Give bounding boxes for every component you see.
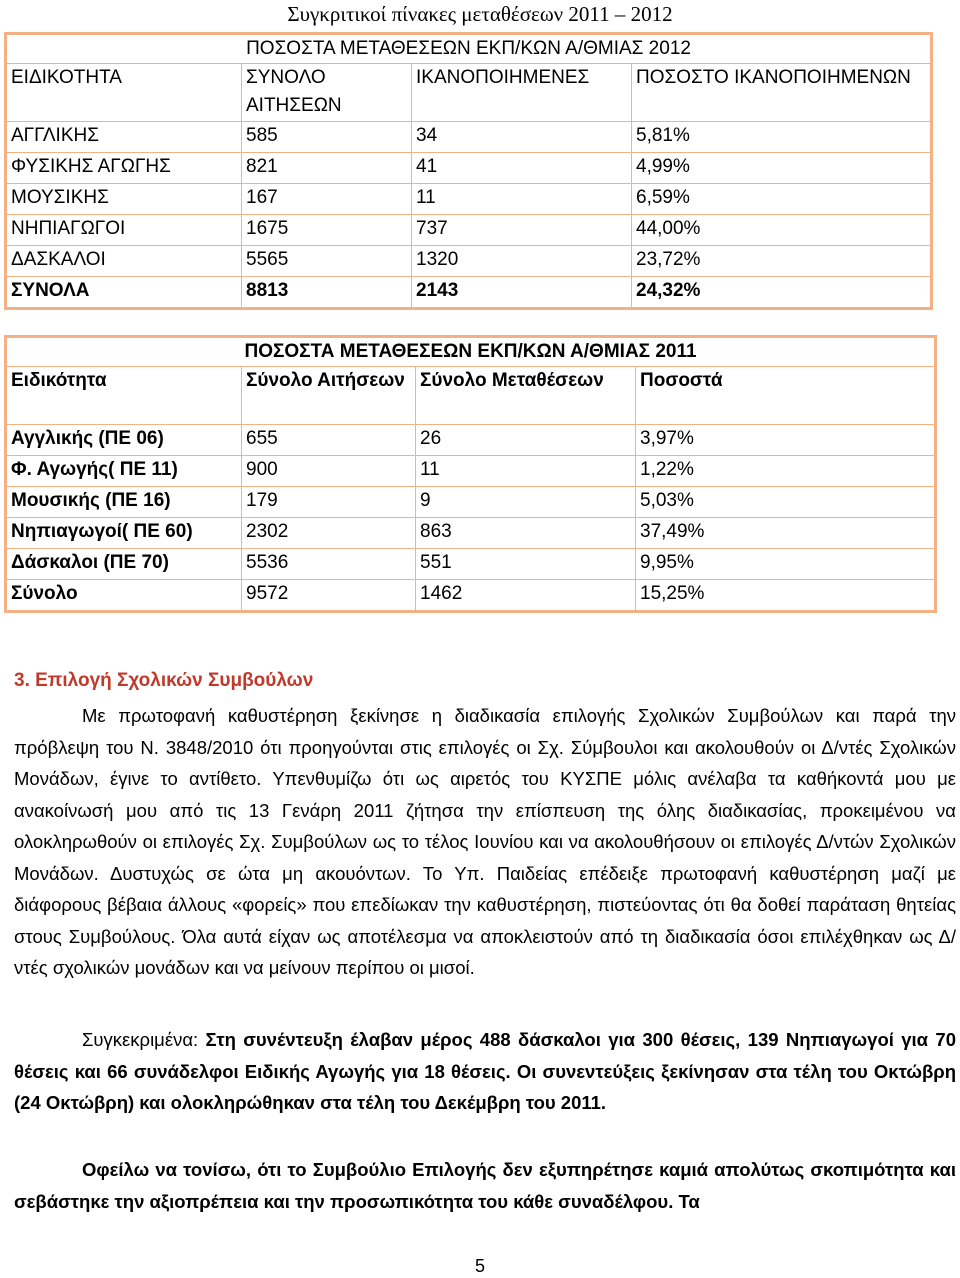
cell: Δάσκαλοι (ΠΕ 70) [6,549,242,580]
cell: ΝΗΠΙΑΓΩΓΟΙ [6,215,242,246]
cell: Μουσικής (ΠΕ 16) [6,487,242,518]
paragraph-bold-text: Στη συνέντευξη έλαβαν μέρος 488 δάσκαλοι για 300 θέσεις, 139 Νηπιαγωγοί για 70 θέσεις και 66 συνάδελφοι Ειδικής Αγωγής για 18 θέσεις. Οι συνεντεύξεις ξεκίνησαν στα τέλη του Οκτώβρη (24 Οκτώβρη) και ολοκληρώθηκαν στα τέλη του Δεκέμβρη του 2011. [14,1029,956,1113]
cell: 1675 [242,215,412,246]
header-cell: ΙΚΑΝΟΠΟΙΗΜΕΝΕΣ [412,64,632,122]
cell: 9,95% [636,549,936,580]
cell: 5,81% [632,122,932,153]
total-row [6,580,936,612]
cell: 5,03% [636,487,936,518]
cell: 6,59% [632,184,932,215]
header-cell: ΕΙΔΙΚΟΤΗΤΑ [6,64,242,122]
table-2012 [4,32,933,310]
cell: 5536 [242,549,416,580]
paragraph [14,1024,956,1119]
cell: Αγγλικής (ΠΕ 06) [6,425,242,456]
cell: 2302 [242,518,416,549]
cell: 1,22% [636,456,936,487]
cell: 821 [242,153,412,184]
cell: 44,00% [632,215,932,246]
page-number: 5 [474,1256,485,1276]
header-cell: ΠΟΣΟΣΤΟ ΙΚΑΝΟΠΟΙΗΜΕΝΩΝ [632,64,932,122]
table-row [6,549,936,580]
cell: 23,72% [632,246,932,277]
cell: 24,32% [632,277,932,309]
cell: 2143 [412,277,632,309]
cell: ΔΑΣΚΑΛΟΙ [6,246,242,277]
total-row [6,277,932,309]
table-2012-title: ΠΟΣΟΣΤΑ ΜΕΤΑΘΕΣΕΩΝ ΕΚΠ/ΚΩΝ Α/ΘΜΙΑΣ 2012 [6,34,932,64]
header-cell: Σύνολο Μεταθέσεων [416,367,636,425]
table-row [6,122,932,153]
cell: ΜΟΥΣΙΚΗΣ [6,184,242,215]
cell: ΦΥΣΙΚΗΣ ΑΓΩΓΗΣ [6,153,242,184]
cell: 5565 [242,246,412,277]
cell: 9 [416,487,636,518]
table-row [6,215,932,246]
paragraph-lead: Συγκεκριμένα: [82,1029,206,1050]
table-2011-title: ΠΟΣΟΣΤΑ ΜΕΤΑΘΕΣΕΩΝ ΕΚΠ/ΚΩΝ Α/ΘΜΙΑΣ 2011 [6,337,936,367]
table-2011 [4,335,937,613]
cell: 11 [412,184,632,215]
cell: 15,25% [636,580,936,612]
cell: 1462 [416,580,636,612]
cell: ΣΥΝΟΛΑ [6,277,242,309]
table-row [6,246,932,277]
table-row [6,184,932,215]
cell: 8813 [242,277,412,309]
cell: 863 [416,518,636,549]
cell: 585 [242,122,412,153]
header-cell: Ποσοστά [636,367,936,425]
cell: 1320 [412,246,632,277]
cell: 655 [242,425,416,456]
cell: ΑΓΓΛΙΚΗΣ [6,122,242,153]
cell: 41 [412,153,632,184]
cell: 551 [416,549,636,580]
cell: 737 [412,215,632,246]
section-heading: 3. Επιλογή Σχολικών Συμβούλων [14,670,314,691]
paragraph: Οφείλω να τονίσω, ότι το Συμβούλιο Επιλογής δεν εξυπηρέτησε καμιά απολύτως σκοπιμότητα και σεβάστηκε την αξιοπρέπεια και την προσωπικότητα του κάθε συναδέλφου. Τα [14,1159,956,1212]
header-cell: Σύνολο Αιτήσεων [242,367,416,425]
cell: 26 [416,425,636,456]
table-row [6,518,936,549]
cell: Φ. Αγωγής( ΠΕ 11) [6,456,242,487]
cell: 11 [416,456,636,487]
cell: 9572 [242,580,416,612]
cell: 3,97% [636,425,936,456]
cell: 179 [242,487,416,518]
table-row [6,425,936,456]
paragraph: Με πρωτοφανή καθυστέρηση ξεκίνησε η διαδικασία επιλογής Σχολικών Συμβούλων και παρά την πρόβλεψη του Ν. 3848/2010 ότι προηγούνται στις επιλογές οι Σχ. Σύμβουλοι και ακολουθούν οι Δ/ντές Σχολικών Μονάδων, έγινε το αντίθετο. Υπενθυμίζω ότι ως αιρετός του ΚΥΣΠΕ μόλις ανέλαβα τα καθήκοντά μου με ανακοίνωσή μου από τις 13 Γενάρη 2011 ζήτησα την επίσπευση της όλης διαδικασίας, προκειμένου να ολοκληρωθούν οι επιλογές Σχ. Συμβούλων ως το τέλος Ιουνίου και να ακολουθήσουν οι επιλογές Δ/ντών Σχολικών Μονάδων. Δυστυχώς σε ώτα μη ακουόντων. Το Υπ. Παιδείας επέδειξε πρωτοφανή καθυστέρηση μαζί με διάφορους βέβαια άλλους «φορείς» που επεδίωκαν την καθυστέρηση, πιστεύοντας ότι θα δοθεί παράταση θητείας στους Συμβούλους. Όλα αυτά είχαν ως αποτέλεσμα να αποκλειστούν από τη διαδικασία όσοι επιλέχθηκαν ως Δ/ντές σχολικών μονάδων και να μείνουν περίπου οι μισοί. [14,705,956,978]
table-row [6,153,932,184]
header-cell: Ειδικότητα [6,367,242,425]
cell: Σύνολο [6,580,242,612]
header-cell: ΣΥΝΟΛΟ ΑΙΤΗΣΕΩΝ [242,64,412,122]
table-row [6,456,936,487]
cell: 34 [412,122,632,153]
page-title: Συγκριτικοί πίνακες μεταθέσεων 2011 – 2012 [287,2,673,26]
cell: 37,49% [636,518,936,549]
cell: 4,99% [632,153,932,184]
table-row [6,487,936,518]
cell: 900 [242,456,416,487]
cell: Νηπιαγωγοί( ΠΕ 60) [6,518,242,549]
cell: 167 [242,184,412,215]
